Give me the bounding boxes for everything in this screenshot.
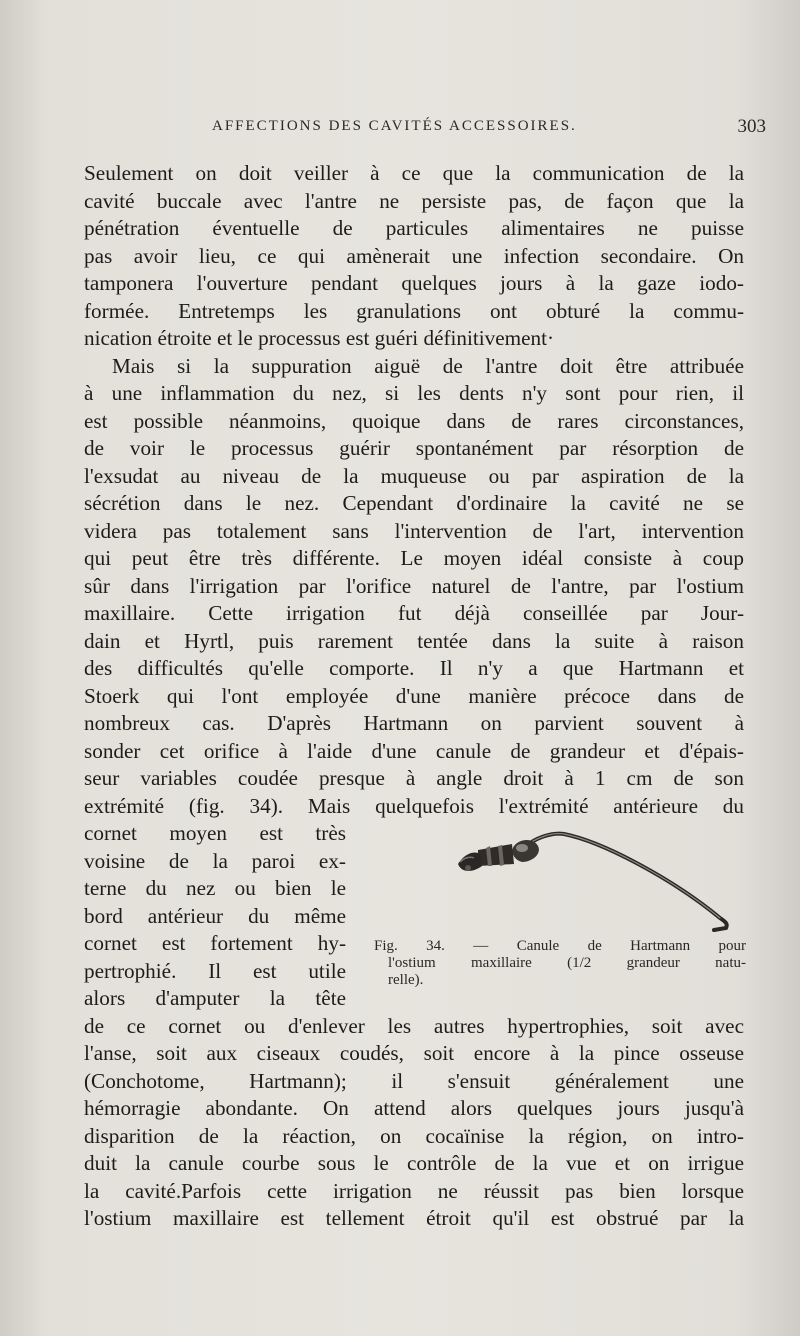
text-line: Mais si la suppuration aiguë de l'antre doit être attribuée	[112, 353, 744, 378]
text-line: la cavité.Parfois cette irrigation ne réussit pas bien lorsque	[84, 1178, 744, 1203]
caption-line: l'ostium maxillaire (1/2 grandeur natu-	[388, 955, 746, 971]
text-line: Stoerk qui l'ont employée d'une manière précoce dans de	[84, 683, 744, 708]
text-line: formée. Entretemps les granulations ont obturé la commu-	[84, 298, 744, 323]
caption-line: Fig. 34. — Canule de Hartmann pour	[374, 938, 746, 954]
text-line: cavité buccale avec l'antre ne persiste pas, de façon que la	[84, 188, 744, 213]
text-line: sûr dans l'irrigation par l'orifice naturel de l'antre, par l'ostium	[84, 573, 744, 598]
figure-caption	[374, 938, 746, 989]
text-line: cornet est fortement hy-	[84, 931, 346, 955]
text-line: duit la canule courbe sous le contrôle de la vue et on irrigue	[84, 1151, 744, 1175]
text-line: l'exsudat au niveau de la muqueuse ou par aspiration de la	[84, 463, 744, 488]
body-text	[84, 160, 744, 1233]
text-line: videra pas totalement sans l'intervention de l'art, intervention	[84, 518, 744, 543]
text-line: terne du nez ou bien le	[84, 876, 346, 900]
text-line: l'ostium maxillaire est tellement étroit qu'il est obstrué par la	[84, 1206, 744, 1230]
running-head	[0, 118, 800, 142]
text-line: (Conchotome, Hartmann); il s'ensuit généralement une	[84, 1068, 744, 1093]
cannula-illustration-icon	[374, 820, 746, 938]
figure-wrap-zone	[84, 820, 744, 1013]
text-line: dain et Hyrtl, puis rarement tentée dans la suite à raison	[84, 628, 744, 653]
text-line: à une inflammation du nez, si les dents n'y sont pour rien, il	[84, 381, 744, 405]
text-line: l'anse, soit aux ciseaux coudés, soit encore à la pince osseuse	[84, 1041, 744, 1065]
caption-line: relle).	[388, 972, 424, 988]
text-line: pertrophié. Il est utile	[84, 958, 346, 983]
text-line: hémorragie abondante. On attend alors quelques jours jusqu'à	[84, 1096, 744, 1120]
text-line: extrémité (fig. 34). Mais quelquefois l'extrémité antérieure du	[84, 793, 744, 818]
text-line: nication étroite et le processus est guéri définitivement·	[84, 326, 555, 350]
text-line: cornet moyen est très	[84, 821, 346, 845]
text-line: sécrétion dans le nez. Cependant d'ordinaire la cavité ne se	[84, 491, 744, 515]
text-line: bord antérieur du même	[84, 903, 346, 928]
running-title: AFFECTIONS DES CAVITÉS ACCESSOIRES.	[212, 118, 577, 134]
text-line: alors d'amputer la tête	[84, 986, 346, 1010]
paragraph-2	[84, 353, 744, 1233]
text-line: de ce cornet ou d'enlever les autres hypertrophies, soit avec	[84, 1013, 744, 1038]
text-line: pénétration éventuelle de particules alimentaires ne puisse	[84, 216, 744, 240]
text-line: Seulement on doit veiller à ce que la communication de la	[84, 161, 744, 185]
text-line: nombreux cas. D'après Hartmann on parvient souvent à	[84, 711, 744, 735]
figure-34	[374, 820, 746, 1012]
text-line: de voir le processus guérir spontanément par résorption de	[84, 436, 744, 460]
text-line: sonder cet orifice à l'aide d'une canule de grandeur et d'épais-	[84, 738, 744, 763]
wrapped-text	[84, 820, 346, 1013]
text-line: tamponera l'ouverture pendant quelques jours à la gaze iodo-	[84, 271, 744, 295]
text-line: disparition de la réaction, on cocaïnise la région, on intro-	[84, 1123, 744, 1148]
text-line: des difficultés qu'elle comporte. Il n'y a que Hartmann et	[84, 656, 744, 680]
page-number: 303	[737, 116, 766, 137]
paragraph-1	[84, 160, 744, 353]
text-line: voisine de la paroi ex-	[84, 848, 346, 873]
text-line: qui peut être très différente. Le moyen idéal consiste à coup	[84, 546, 744, 570]
text-line: pas avoir lieu, ce qui amènerait une infection secondaire. On	[84, 243, 744, 268]
text-line: est possible néanmoins, quoique dans de rares circonstances,	[84, 408, 744, 433]
text-line: maxillaire. Cette irrigation fut déjà conseillée par Jour-	[84, 601, 744, 625]
text-line: seur variables coudée presque à angle droit à 1 cm de son	[84, 766, 744, 790]
